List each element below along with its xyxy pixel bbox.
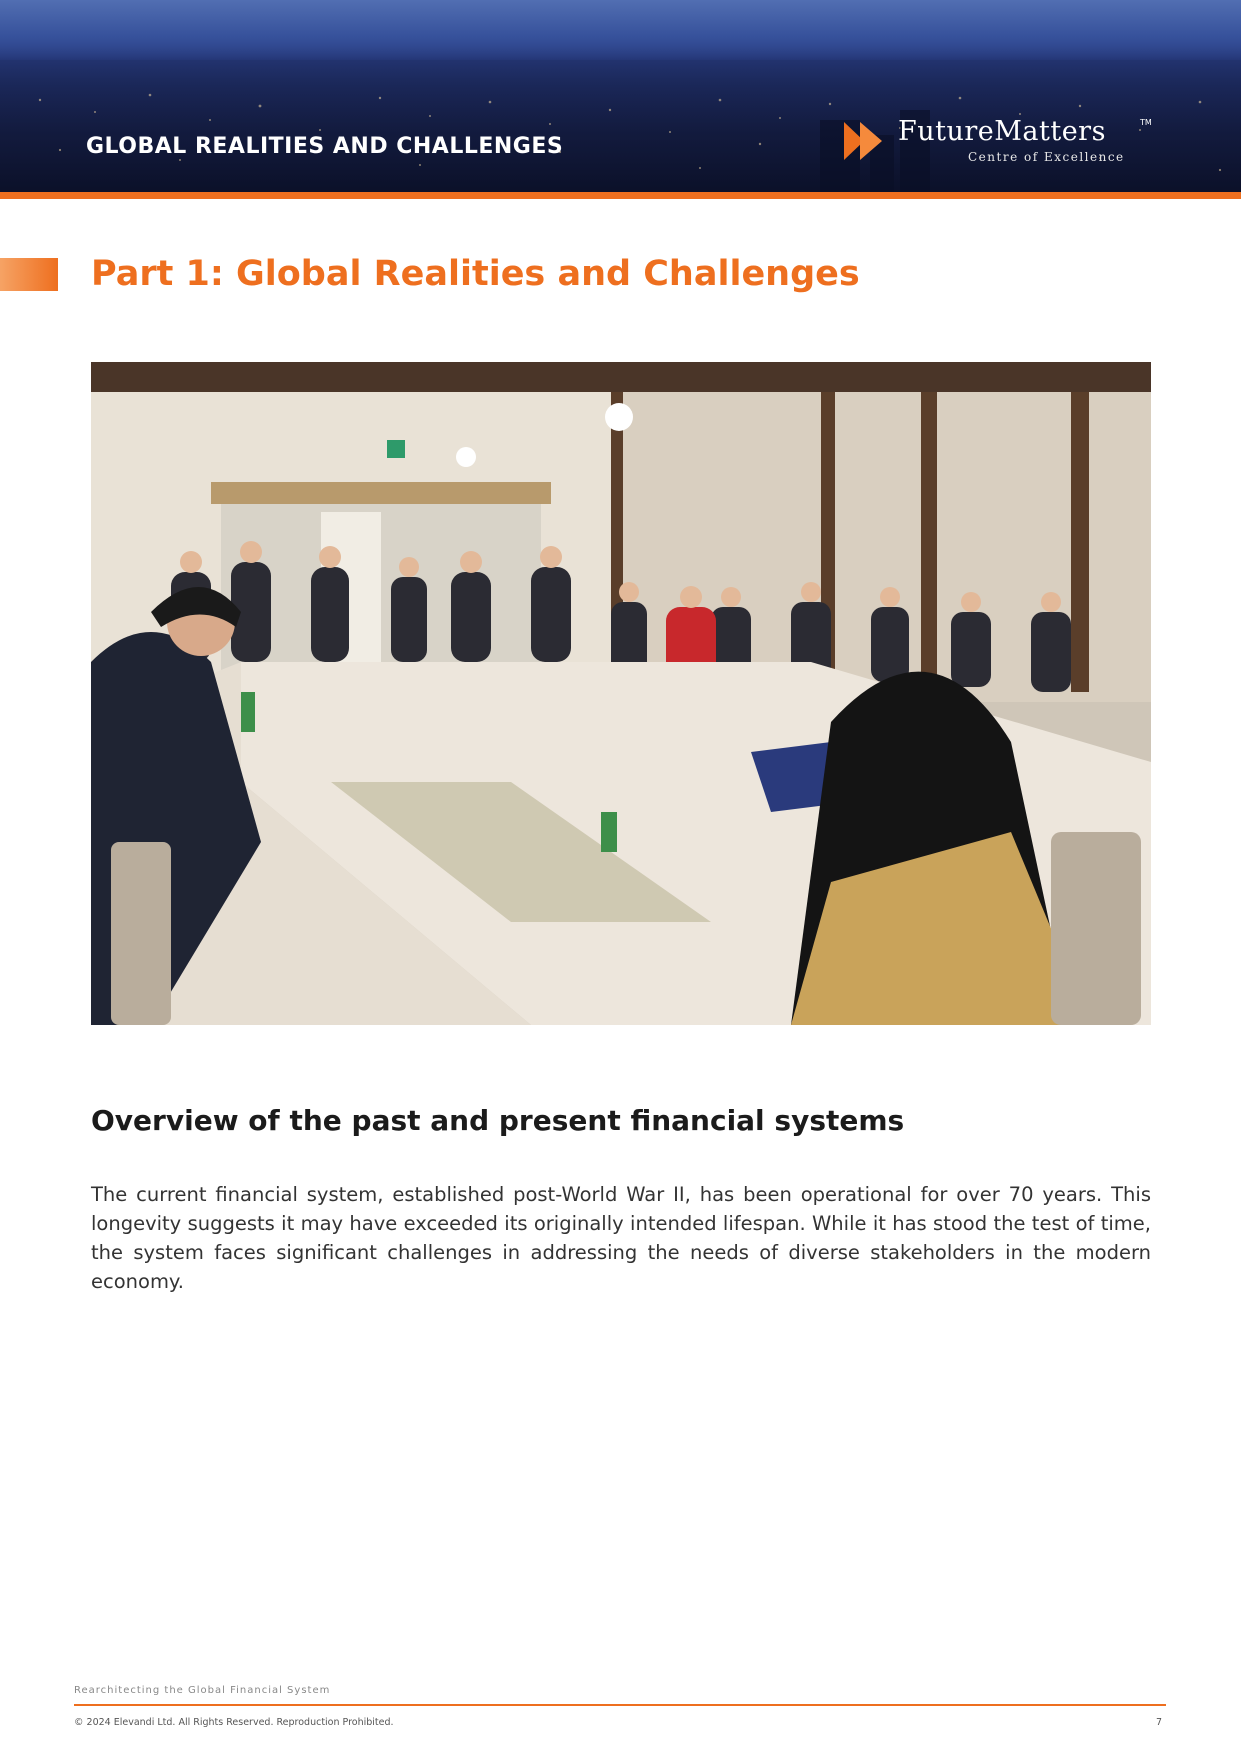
conference-photo-illustration [91, 362, 1151, 1025]
logo-wordmark: FutureMatters [898, 116, 1106, 147]
futurematters-logo [844, 116, 1154, 166]
page-number: 7 [1156, 1717, 1163, 1728]
header-banner [0, 0, 1241, 192]
body-paragraph: The current financial system, established post-World War II, has been operational for over 70 years. This longevity suggests it may have exceeded its originally intended lifespan. While it has stood the test of time, the system faces significant challenges in addressing the needs of diverse stakeholders in the modern economy. [91, 1183, 1151, 1293]
heading-accent-bar [0, 258, 58, 291]
logo-subtitle: Centre of Excellence [968, 150, 1125, 164]
page-title: Part 1: Global Realities and Challenges [91, 254, 860, 294]
logo-trademark: TM [1140, 118, 1152, 127]
section-subheading: Overview of the past and present financial systems [91, 1104, 905, 1137]
banner-section-title: GLOBAL REALITIES AND CHALLENGES [86, 134, 564, 159]
double-chevron-right-icon [844, 122, 888, 160]
header-orange-rule [0, 192, 1241, 199]
footer-copyright: © 2024 Elevandi Ltd. All Rights Reserved. Reproduction Prohibited. [74, 1717, 394, 1728]
footer-series-title: Rearchitecting the Global Financial System [74, 1685, 331, 1696]
conference-photo [91, 362, 1151, 1025]
footer-orange-rule [74, 1704, 1166, 1706]
